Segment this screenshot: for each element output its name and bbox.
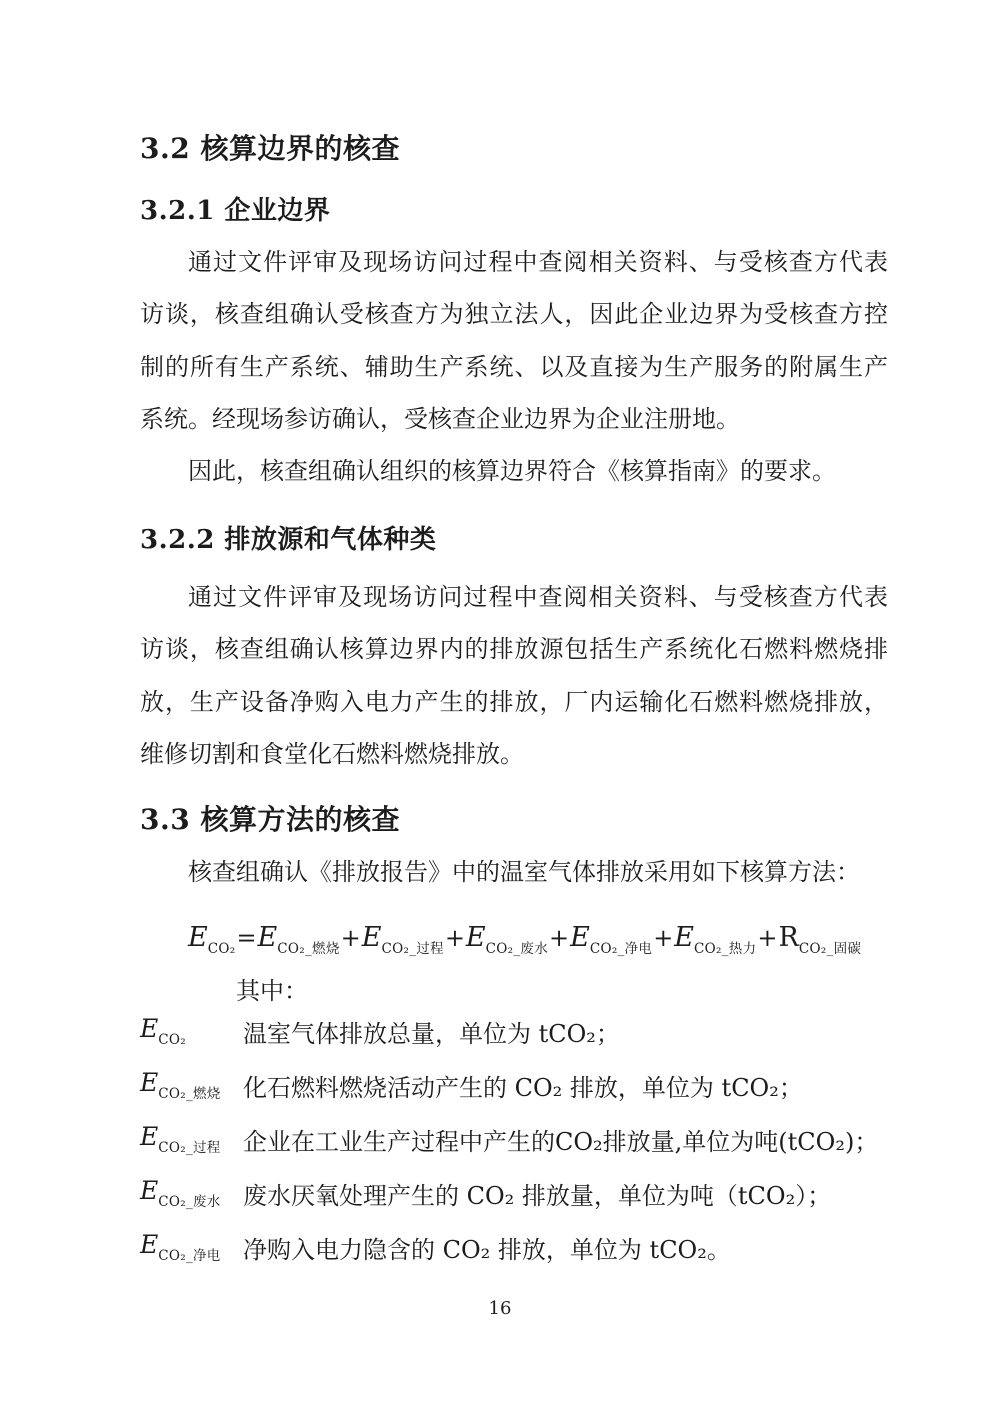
formula-symbol: E xyxy=(674,922,695,953)
where-label: 其中： xyxy=(236,977,308,1005)
paragraph-line: 核查组确认《排放报告》中的温室气体排放采用如下核算方法： xyxy=(188,858,860,886)
definition-list xyxy=(140,1004,900,1274)
formula-symbol: E xyxy=(140,1176,159,1205)
formula-symbol: R xyxy=(778,922,799,953)
paragraph-line: 维修切割和食堂化石燃料燃烧排放。 xyxy=(140,740,524,769)
formula xyxy=(188,918,928,969)
definition-row xyxy=(140,1004,900,1058)
formula-symbol: E xyxy=(188,922,208,953)
formula-symbol: E xyxy=(570,922,590,953)
formula-term xyxy=(778,922,862,957)
section-3-3-paragraph-1 xyxy=(140,846,888,898)
formula-operator: + xyxy=(653,924,674,952)
formula-subscript: CO₂_过程 xyxy=(158,1140,221,1156)
section-3-3-heading: 3.3 核算方法的核查 xyxy=(140,803,400,836)
formula-operator: + xyxy=(340,924,361,952)
paragraph-line: 制的所有生产系统、辅助生产系统、以及直接为生产服务的附属生产 xyxy=(140,352,888,381)
formula-symbol: E xyxy=(140,1068,159,1097)
formula-operator: + xyxy=(444,924,465,952)
definition-term xyxy=(140,1068,243,1102)
definition-description: 化石燃料燃烧活动产生的 CO₂ 排放，单位为 tCO₂； xyxy=(243,1073,803,1102)
formula-symbol: E xyxy=(257,922,278,953)
definition-description: 废水厌氧处理产生的 CO₂ 排放量，单位为吨（tCO₂）； xyxy=(243,1181,832,1210)
formula-subscript: CO₂_燃烧 xyxy=(277,941,340,957)
section-3-2-heading: 3.2 核算边界的核查 xyxy=(140,132,400,165)
definition-description: 企业在工业生产过程中产生的CO₂排放量,单位为吨(tCO₂)； xyxy=(243,1127,879,1156)
formula-operator: + xyxy=(549,924,570,952)
paragraph-line: 访谈，核查组确认受核查方为独立法人，因此企业边界为受核查方控 xyxy=(140,300,888,329)
paragraph-line: 通过文件评审及现场访问过程中查阅相关资料、与受核查方代表 xyxy=(188,248,888,276)
definition-term xyxy=(140,1014,243,1048)
formula-operator: + xyxy=(757,924,778,952)
formula-subscript: CO₂_废水 xyxy=(158,1194,221,1210)
formula-subscript: CO₂ xyxy=(207,941,236,957)
formula-symbol: E xyxy=(140,1014,159,1043)
definition-row xyxy=(140,1166,900,1220)
section-3-2-1-paragraph-2 xyxy=(140,445,888,497)
formula-operator: = xyxy=(236,924,257,952)
formula-term xyxy=(570,922,653,957)
formula-term xyxy=(361,922,444,957)
formula-subscript: CO₂_废水 xyxy=(485,941,548,957)
formula-subscript: CO₂_净电 xyxy=(158,1248,221,1264)
page-number: 16 xyxy=(488,1298,512,1319)
section-3-2-1-paragraph-1 xyxy=(140,236,888,446)
definition-description: 温室气体排放总量，单位为 tCO₂； xyxy=(243,1019,620,1048)
definition-term xyxy=(140,1230,243,1264)
section-3-2-2-paragraph-1 xyxy=(140,571,888,781)
formula-term xyxy=(188,922,236,957)
formula-symbol: E xyxy=(361,922,382,953)
paragraph-line: 通过文件评审及现场访问过程中查阅相关资料、与受核查方代表 xyxy=(188,583,888,611)
definition-row xyxy=(140,1058,900,1112)
paragraph-line: 访谈，核查组确认核算边界内的排放源包括生产系统化石燃料燃烧排 xyxy=(140,635,888,664)
paragraph-line: 系统。经现场参访确认，受核查企业边界为企业注册地。 xyxy=(140,405,740,434)
formula-symbol: E xyxy=(140,1122,159,1151)
paragraph-line: 放，生产设备净购入电力产生的排放，厂内运输化石燃料燃烧排放， xyxy=(140,687,888,716)
formula-subscript: CO₂_燃烧 xyxy=(158,1086,221,1102)
definition-term xyxy=(140,1122,243,1156)
formula-term xyxy=(465,922,548,957)
formula-symbol: E xyxy=(140,1230,159,1259)
section-3-2-1-heading: 3.2.1 企业边界 xyxy=(140,196,331,226)
paragraph-line: 因此，核查组确认组织的核算边界符合《核算指南》的要求。 xyxy=(188,457,836,485)
formula-subscript: CO₂_热力 xyxy=(694,941,757,957)
formula-subscript: CO₂ xyxy=(158,1032,186,1048)
definition-description: 净购入电力隐含的 CO₂ 排放，单位为 tCO₂。 xyxy=(243,1235,731,1264)
definition-row xyxy=(140,1112,900,1166)
formula-subscript: CO₂_过程 xyxy=(381,941,444,957)
definition-term xyxy=(140,1176,243,1210)
definition-row xyxy=(140,1220,900,1274)
section-3-2-2-heading: 3.2.2 排放源和气体种类 xyxy=(140,525,437,555)
formula-term xyxy=(674,922,757,957)
formula-subscript: CO₂_固碳 xyxy=(798,941,862,957)
formula-symbol: E xyxy=(465,922,486,953)
formula-subscript: CO₂_净电 xyxy=(589,941,653,957)
formula-term xyxy=(257,922,340,957)
